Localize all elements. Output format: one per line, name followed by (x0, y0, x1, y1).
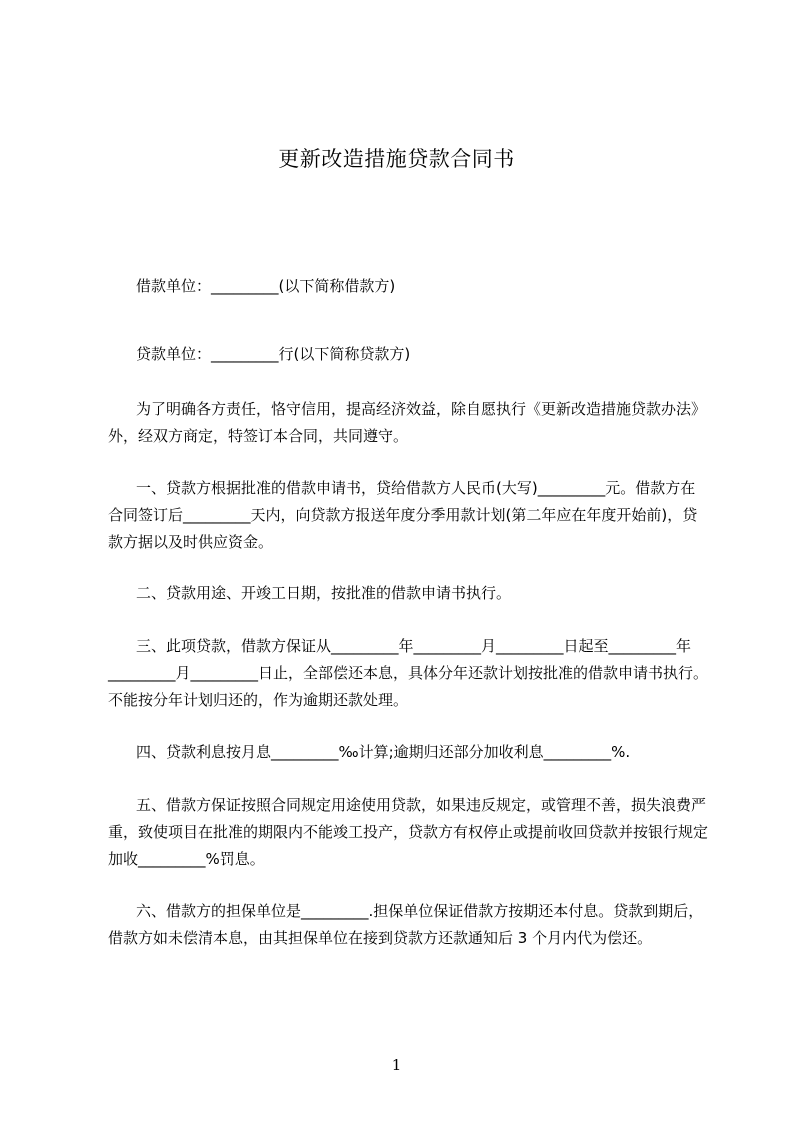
clause-4-paragraph: 四、贷款利息按月息_________‰计算;逾期归还部分加收利息_________%. (136, 743, 631, 761)
preamble-paragraph: 为了明确各方责任，恪守信用，提高经济效益，除自愿执行《更新改造措施贷款办法》外，经双方商定，特签订本合同，共同遵守。 (108, 400, 707, 445)
clause-1-paragraph: 一、贷款方根据批准的借款申请书，贷给借款方人民币(大写)_________元。借款方在合同签订后_________天内，向贷款方报送年度分季用款计划(第二年应在年度开始前)，贷款方据以及时供应资金。 (108, 479, 698, 551)
page-number: 1 (391, 1056, 402, 1074)
clause-6-paragraph: 六、借款方的担保单位是_________.担保单位保证借款方按期还本付息。贷款到期后，借款方如未偿清本息，由其担保单位在接到贷款方还款通知后 3 个月内代为偿还。 (108, 902, 704, 947)
lender-line: 贷款单位：_________行(以下简称贷款方) (136, 345, 411, 363)
clause-2-paragraph: 二、贷款用途、开竣工日期，按批准的借款申请书执行。 (136, 584, 512, 602)
document-title: 更新改造措施贷款合同书 (278, 147, 515, 171)
clause-5-paragraph: 五、借款方保证按照合同规定用途使用贷款，如果违反规定，或管理不善，损失浪费严重，致使项目在批准的期限内不能竣工投产，贷款方有权停止或提前收回贷款并按银行规定加收_________%罚息。 (108, 796, 709, 868)
borrower-line: 借款单位：_________(以下简称借款方) (136, 277, 396, 295)
clause-3-paragraph: 三、此项贷款，借款方保证从_________年_________月_________日起至_________年_________月_________日止，全部偿还本息，具体分年还款计划按批准的借款申请书执行。不能按分年计划归还的，作为逾期还款处理。 (108, 637, 709, 709)
